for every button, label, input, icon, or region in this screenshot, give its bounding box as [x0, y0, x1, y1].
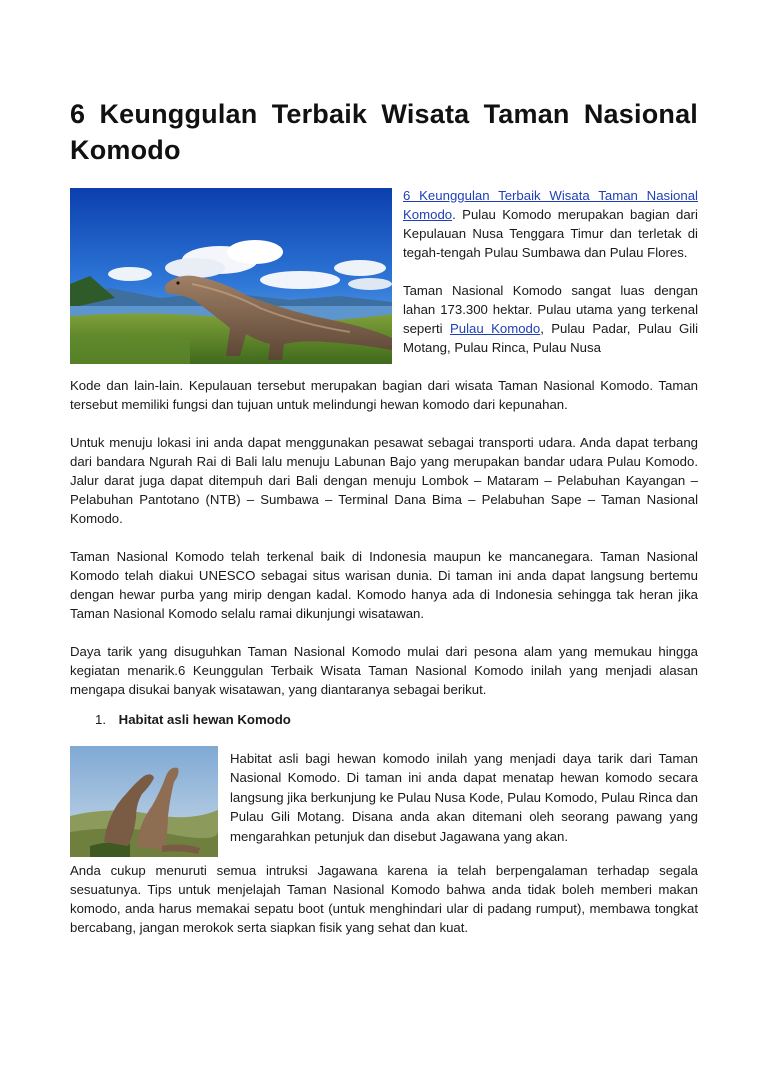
- intro-paragraph: [403, 186, 698, 262]
- habitat-paragraph: Habitat asli bagi hewan komodo inilah yang menjadi daya tarik dari Taman Nasional Komodo. Di taman ini anda dapat menatap hewan komodo secara langsung jika berkunjung ke Pulau Nusa Kode, Pulau Komodo, Pulau Rinca dan Pulau Gili Motang. Disana anda akan ditemani oleh seorang pawang yang mengarahkan petunjuk dan disebut Jagawana yang akan.: [230, 751, 698, 844]
- list-number: 1.: [95, 712, 106, 727]
- area-continuation-block: [70, 376, 698, 414]
- title-link[interactable]: 6 Keunggulan Terbaik Wisata Taman Nasional Komodo: [403, 188, 698, 222]
- intro-column: [403, 186, 698, 357]
- fighting-komodo-photo: [70, 746, 218, 857]
- komodo-dragon-photo: [70, 188, 392, 364]
- area-text: Taman Nasional Komodo sangat luas dengan lahan 173.300 hektar. Pulau utama yang terkenal seperti: [403, 283, 698, 336]
- page-title: 6 Keunggulan Terbaik Wisata Taman Nasional Komodo: [70, 99, 698, 165]
- unesco-block: [70, 547, 698, 623]
- route-paragraph: Untuk menuju lokasi ini anda dapat menggunakan pesawat sebagai transporti udara. Anda dapat terbang dari bandara Ngurah Rai di Bali lalu menuju Labunan Bajo yang merupakan bandar udara Pulau Komodo. Jalur darat juga dapat ditempuh dari Bali dengan menuju Lombok – Mataram – Pelabuhan Kayangan – Pelabuhan Pantotano (NTB) – Sumbawa – Terminal Dana Bima – Pelabuhan Sape – Taman Nasional Komodo.: [70, 435, 698, 526]
- tips-block: [70, 861, 698, 937]
- route-block: [70, 433, 698, 528]
- intro-text: . Pulau Komodo merupakan bagian dari Kepulauan Nusa Tenggara Timur dan terletak di tegah-tengah Pulau Sumbawa dan Pulau Flores.: [403, 207, 698, 260]
- tips-paragraph: Anda cukup menuruti semua intruksi Jagawana karena ia telah berpengalaman terhadap segala sesuatunya. Tips untuk menjelajah Taman Nasional Komodo bahwa anda tidak boleh memberi makan komodo, anda harus memakai sepatu boot (untuk menghindari ular di padang rumput), membawa tongkat bercabang, jangan merokok serta siapkan fisik yang sehat dan kuat.: [70, 863, 698, 935]
- attraction-paragraph: Daya tarik yang disuguhkan Taman Nasional Komodo mulai dari pesona alam yang memukau hingga kegiatan menarik.6 Keunggulan Terbaik Wisata Taman Nasional Komodo inilah yang menjadi alasan mengapa disukai banyak wisatawan, yang diantaranya sebagai berikut.: [70, 644, 698, 697]
- habitat-column: [230, 749, 698, 846]
- list-item: [95, 710, 291, 729]
- area-text-end: , Pulau Padar, Pulau Gili Motang, Pulau Rinca, Pulau Nusa: [403, 321, 699, 355]
- unesco-paragraph: Taman Nasional Komodo telah terkenal baik di Indonesia maupun ke mancanegara. Taman Nasional Komodo telah diakui UNESCO sebagai situs warisan dunia. Di taman ini anda dapat langsung bertemu dengan hewar purba yang mirip dengan kadal. Komodo hanya ada di Indonesia sehingga tak heran jika Taman Nasional Komodo selalu ramai dikunjungi wisatawan.: [70, 549, 698, 621]
- area-continuation: Kode dan lain-lain. Kepulauan tersebut merupakan bagian dari wisata Taman Nasional Komodo. Taman tersebut memiliki fungsi dan tujuan untuk melindungi hewan komodo dari kepunahan.: [70, 378, 698, 412]
- attraction-block: [70, 642, 698, 699]
- list-heading: Habitat asli hewan Komodo: [118, 712, 291, 727]
- area-paragraph: [403, 281, 698, 357]
- pulau-komodo-link[interactable]: Pulau Komodo: [449, 321, 541, 336]
